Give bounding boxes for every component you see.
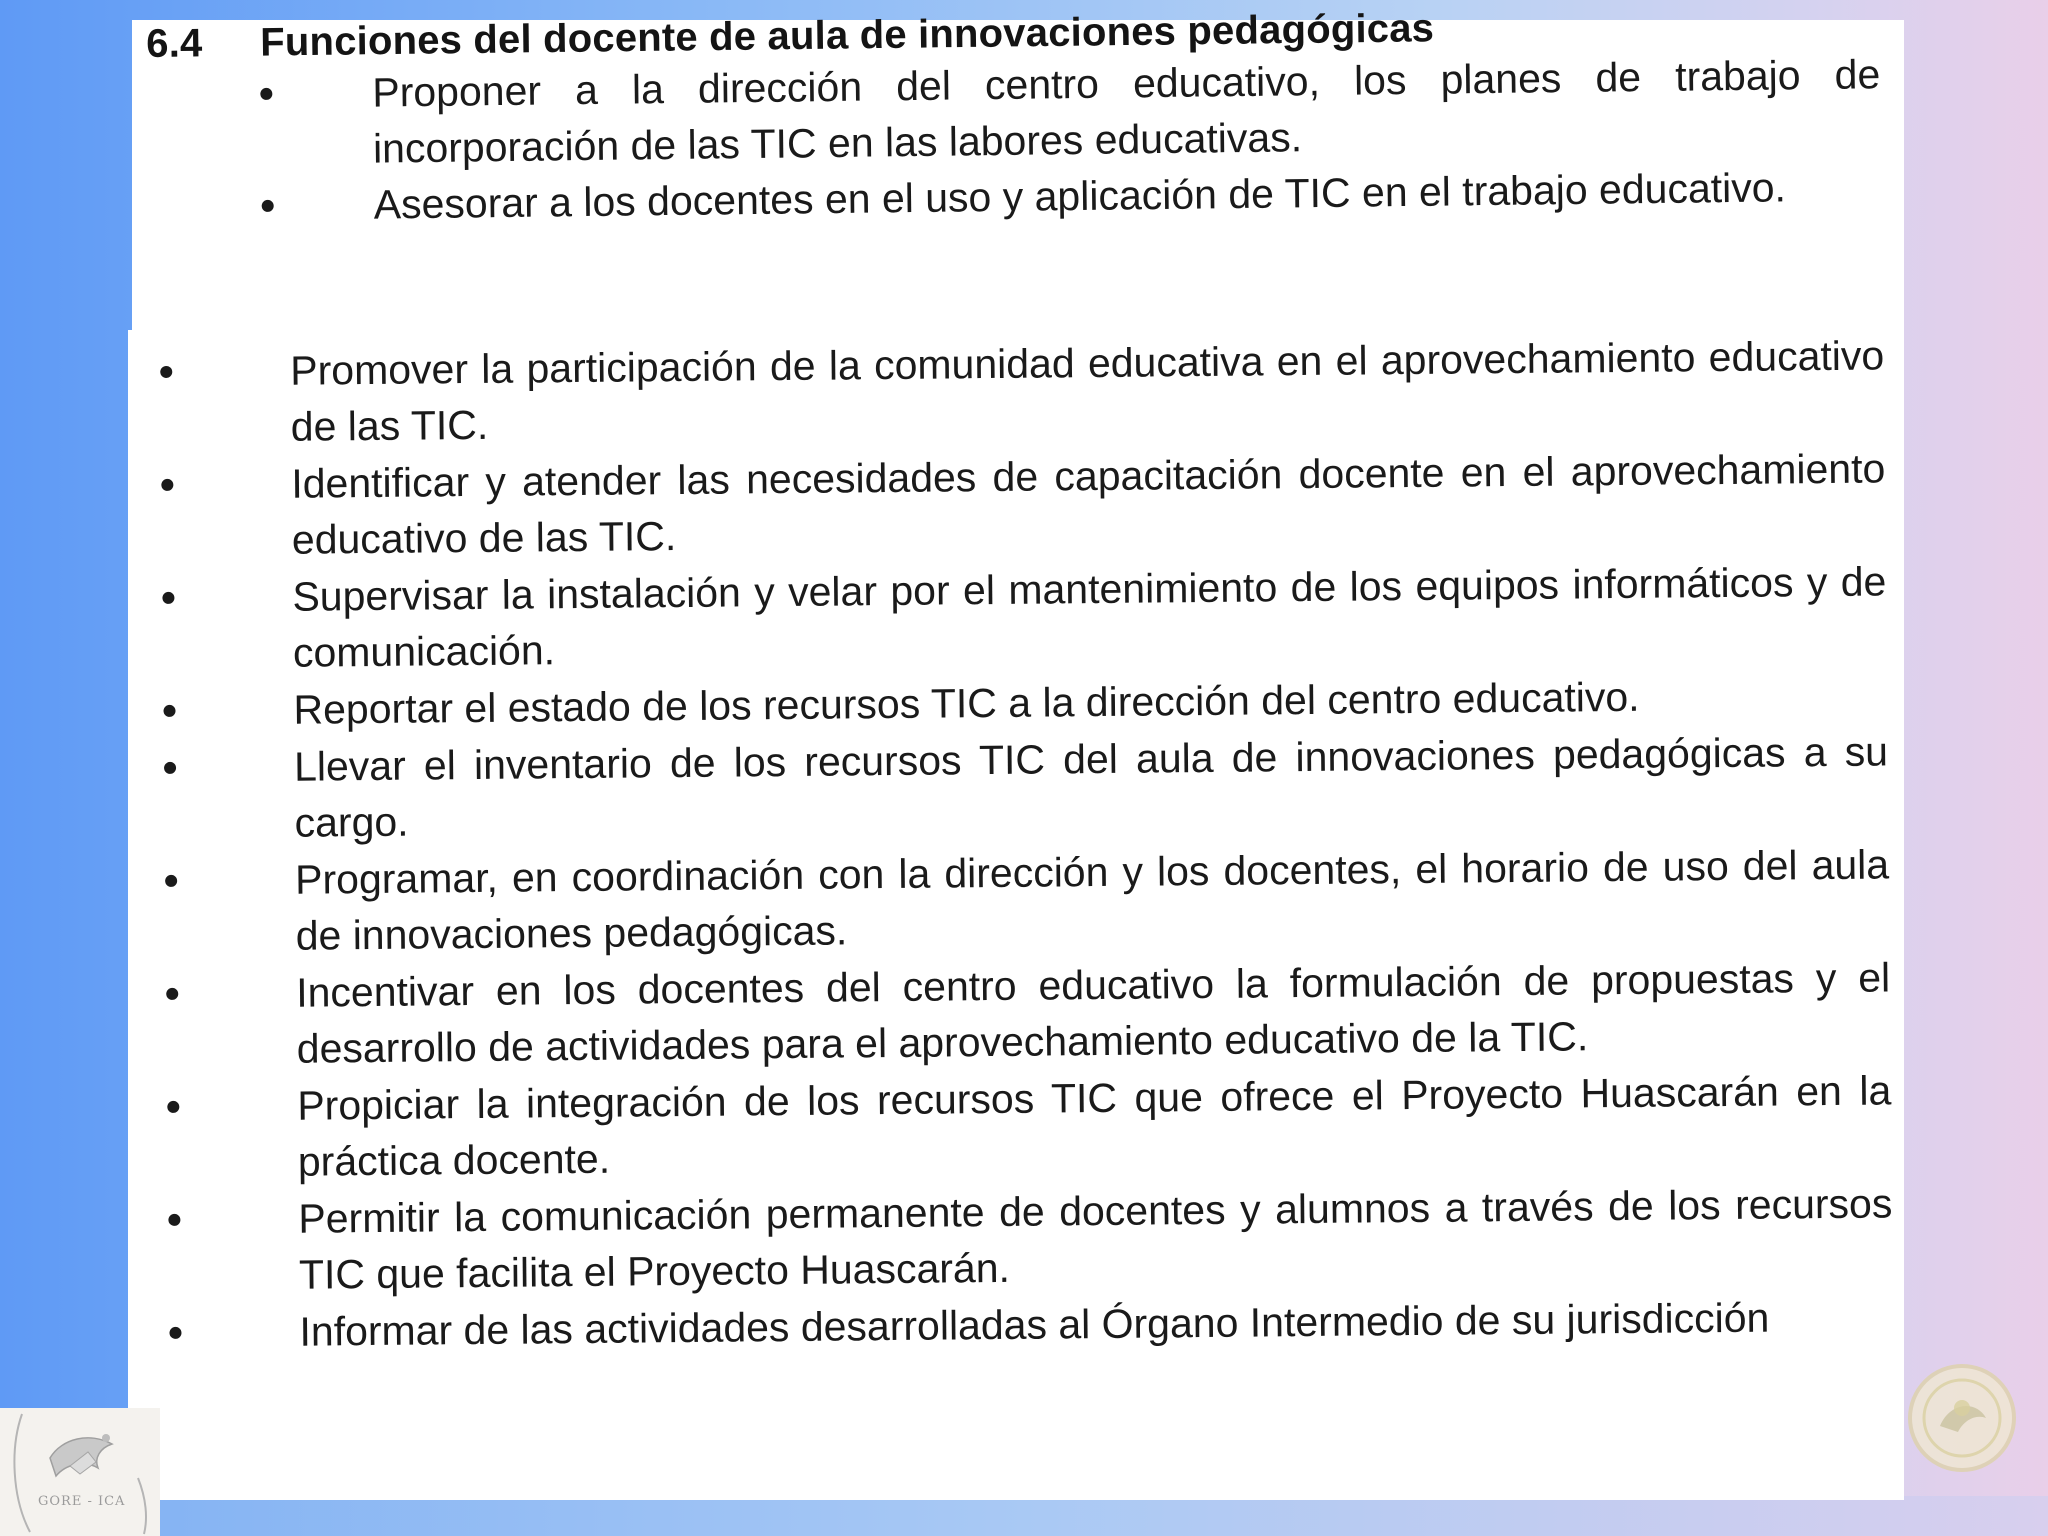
top-bullet-list — [260, 46, 1882, 234]
logo-text: GORE - ICA — [38, 1494, 126, 1509]
bullet-icon — [161, 479, 173, 491]
list-item — [166, 949, 1891, 1078]
institutional-seal-icon — [1906, 1362, 2018, 1474]
list-item — [160, 327, 1885, 456]
list-item — [162, 553, 1887, 682]
bullet-icon — [160, 366, 172, 378]
section-title: Funciones del docente de aula de innovaciones pedagógicas — [259, 6, 1435, 65]
section-number: 6.4 — [146, 21, 203, 66]
list-item-text: Supervisar la instalación y velar por el mantenimiento de los equipos informáticos y de comunicación. — [292, 558, 1887, 676]
list-item — [167, 1062, 1892, 1191]
list-item — [165, 836, 1890, 965]
list-item — [161, 440, 1886, 569]
list-item-text: Incentivar en los docentes del centro educativo la formulación de propuestas y el desarrollo de actividades para el aprovechamiento educativo de la TIC. — [296, 954, 1891, 1072]
bullet-icon — [165, 875, 177, 887]
list-item — [260, 46, 1881, 178]
list-item-text: Informar de las actividades desarrolladas al Órgano Intermedio de su jurisdicción — [299, 1294, 1770, 1355]
list-item-text: Reportar el estado de los recursos TIC a la dirección del centro educativo. — [293, 673, 1640, 733]
bullet-icon — [168, 1214, 180, 1226]
slide-background-strip — [0, 1496, 2048, 1536]
logo-graphic — [0, 1408, 160, 1536]
bullet-icon — [260, 88, 272, 100]
list-item-text: Programar, en coordinación con la dirección y los docentes, el horario de uso del aula de innovaciones pedagógicas. — [294, 841, 1890, 959]
main-bullet-list — [160, 327, 1894, 1362]
list-item-text: Permitir la comunicación permanente de docentes y alumnos a través de los recursos TIC que facilita el Proyecto Huascarán. — [298, 1180, 1893, 1298]
list-item — [164, 723, 1889, 852]
seal-graphic — [1906, 1362, 2018, 1474]
bullet-icon — [167, 1101, 179, 1113]
list-item-text: Asesorar a los docentes en el uso y aplicación de TIC en el trabajo educativo. — [373, 164, 1787, 228]
bullet-icon — [262, 200, 274, 212]
bullet-icon — [169, 1327, 181, 1339]
list-item — [168, 1175, 1893, 1304]
bullet-icon — [166, 988, 178, 1000]
gore-ica-logo-icon — [0, 1408, 160, 1536]
list-item-text: Promover la participación de la comunidad educativa en el aprovechamiento educativo de las TIC. — [290, 332, 1885, 450]
list-item-text: Propiciar la integración de los recursos TIC que ofrece el Proyecto Huascarán en la práctica docente. — [297, 1067, 1892, 1185]
bullet-icon — [163, 705, 175, 717]
list-item-text: Llevar el inventario de los recursos TIC del aula de innovaciones pedagógicas a su cargo. — [293, 728, 1889, 846]
list-item-text: Proponer a la dirección del centro educativo, los planes de trabajo de incorporación de las TIC en las labores educativas. — [372, 51, 1881, 172]
bullet-icon — [164, 762, 176, 774]
bullet-icon — [162, 592, 174, 604]
list-item-text: Identificar y atender las necesidades de capacitación docente en el aprovechamiento educativo de las TIC. — [291, 445, 1886, 563]
